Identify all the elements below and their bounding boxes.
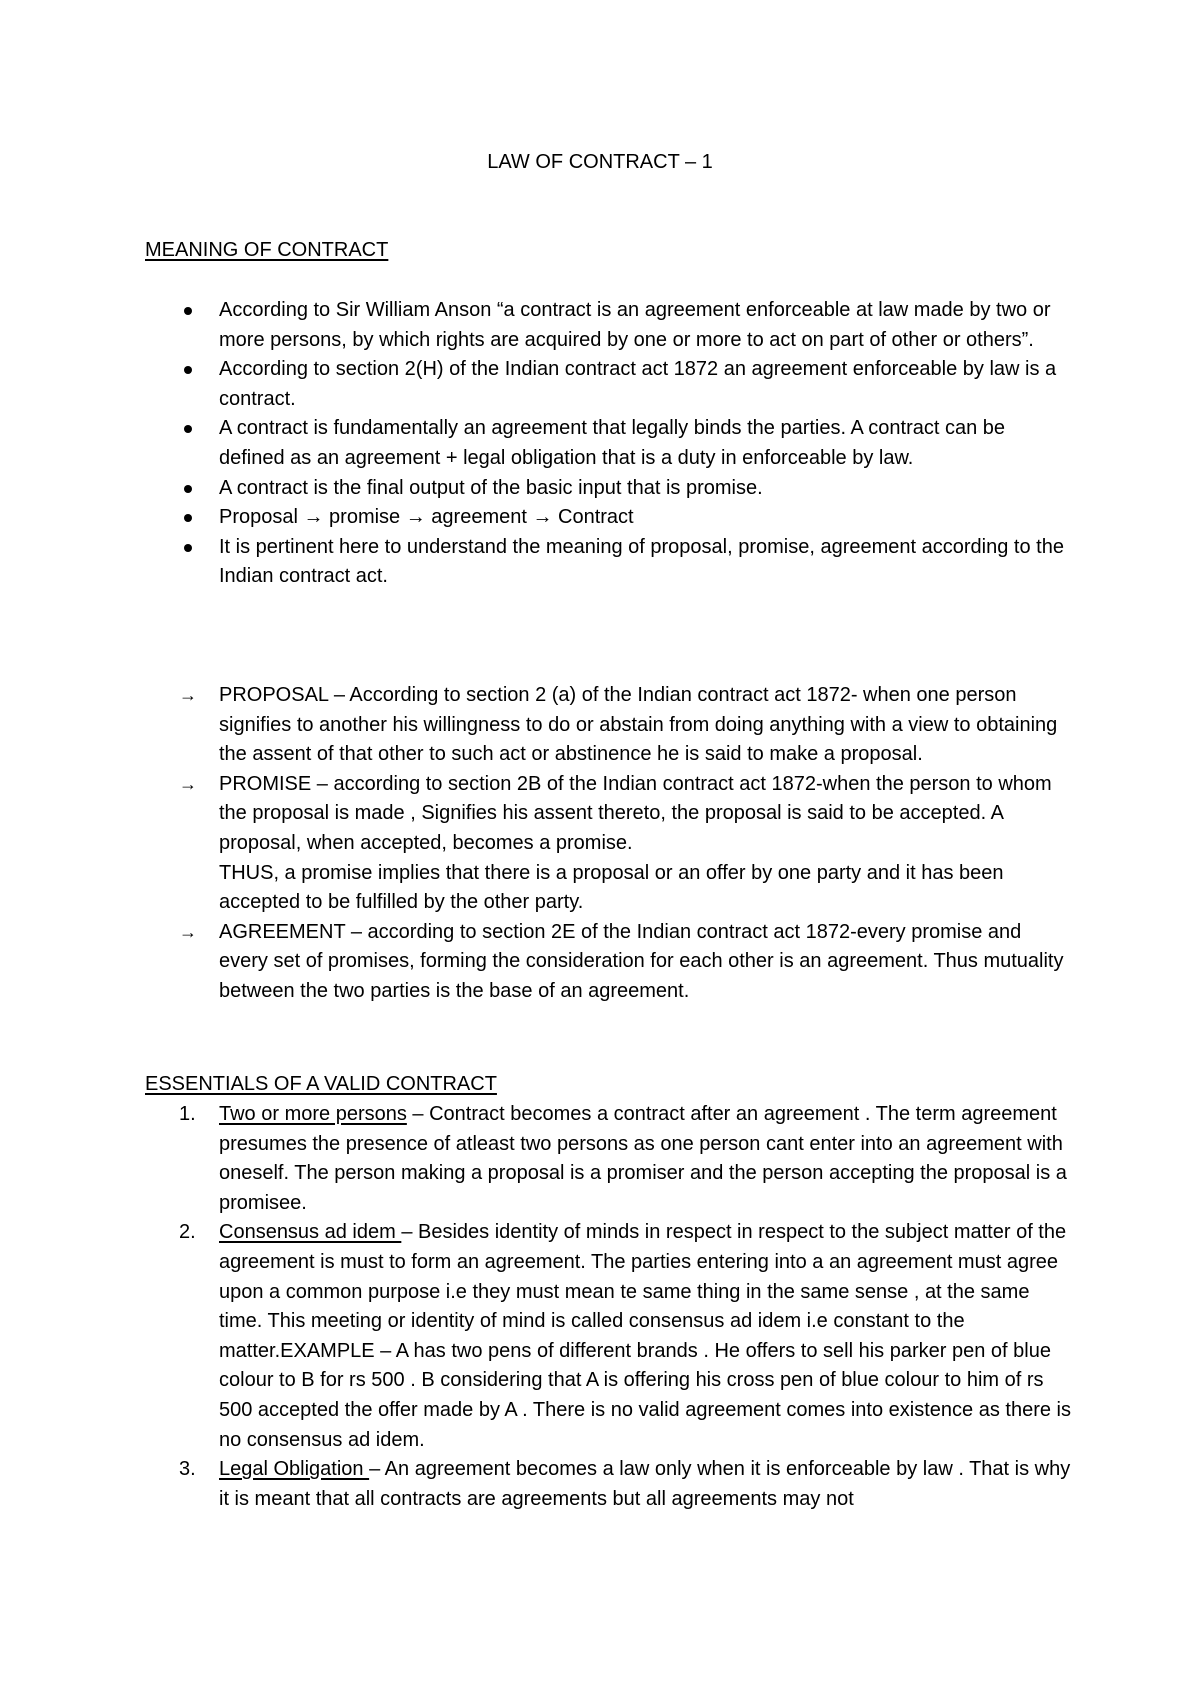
bullet-text: Proposal → promise → agreement → Contract	[219, 506, 634, 529]
essentials-heading: ESSENTIALS OF A VALID CONTRACT	[145, 1073, 497, 1095]
document-title: LAW OF CONTRACT – 1	[487, 151, 713, 173]
essential-term: Two or more persons	[219, 1103, 407, 1125]
bullet-text: It is pertinent here to understand the meaning of proposal, promise, agreement according to the Indian contract act.	[219, 535, 1064, 588]
item-number: 1.	[179, 1103, 196, 1125]
bullet-text: A contract is fundamentally an agreement that legally binds the parties. A contract can be defined as an agreement + legal obligation that is a duty in enforceable by law.	[219, 417, 1006, 469]
essential-term: Legal Obligation	[219, 1458, 370, 1481]
definition-promise	[145, 770, 1075, 918]
definition-text: PROPOSAL – According to section 2 (a) of the Indian contract act 1872- when one person signifies to another his willingness to do or abstain from doing anything with a view to obtaining the assent of that other to such act or abstinence he is said to make a proposal.	[219, 684, 1058, 766]
meaning-heading: MEANING OF CONTRACT	[145, 239, 389, 261]
item-number: 3.	[179, 1458, 196, 1481]
bullet-icon	[184, 544, 192, 552]
bullet-text: According to section 2(H) of the Indian contract act 1872 an agreement enforceable by law is a contract.	[219, 358, 1057, 410]
item-number: 2.	[179, 1221, 196, 1244]
essential-item	[145, 1218, 1075, 1455]
definition-text: AGREEMENT – according to section 2E of the Indian contract act 1872-every promise and every set of promises, forming the consideration for each other is an agreement. Thus mutuality between the two parties is the base of an agreement.	[219, 920, 1064, 1002]
bullet-item	[145, 414, 1075, 473]
definition-note: THUS, a promise implies that there is a proposal or an offer by one party and it has been accepted to be fulfilled by the other party.	[219, 861, 1004, 914]
bullet-item	[145, 355, 1075, 414]
essential-text: – Besides identity of minds in respect in respect to the subject matter of the agreement is must to form an agreement. The parties entering into a an agreement must agree upon a common purpose i.e they must mean te same thing in the same sense , at the same time. This meeting or identity of mind is called consensus ad idem i.e constant to the matter.EXAMPLE – A has two pens of different brands . He offers to sell his parker pen of blue colour to B for rs 500 . B considering that A is offering his cross pen of blue colour to him of rs 500 accepted the offer made by A . There is no valid agreement comes into existence as there is no consensus ad idem.	[219, 1221, 1071, 1451]
essential-text: – An agreement becomes a law only when it is enforceable by law . That is why it is meant that all contracts are agreements but all agreements may not	[219, 1458, 1071, 1510]
meaning-bullet-list	[145, 296, 1075, 592]
bullet-item	[145, 503, 1075, 533]
arrow-right-icon: →	[179, 773, 197, 794]
bullet-item	[145, 533, 1075, 592]
bullet-icon	[184, 366, 192, 374]
bullet-item	[145, 296, 1075, 355]
definition-proposal	[145, 681, 1075, 770]
definition-text: PROMISE – according to section 2B of the Indian contract act 1872-when the person to whom the proposal is made , Signifies his assent thereto, the proposal is said to be accepted. A proposal, when accepted, becomes a promise.	[219, 772, 1052, 854]
essential-item	[145, 1455, 1075, 1514]
essential-item	[145, 1100, 1075, 1218]
bullet-icon	[184, 307, 192, 315]
bullet-icon	[184, 514, 192, 522]
arrow-right-icon: →	[179, 921, 197, 942]
bullet-item	[145, 474, 1075, 504]
definition-list	[145, 681, 1075, 1007]
arrow-right-icon: →	[179, 685, 197, 705]
essential-text: – Contract becomes a contract after an agreement . The term agreement presumes the presence of atleast two persons as one person cant enter into an agreement with oneself. The person making a proposal is a promiser and the person accepting the proposal is a promisee.	[219, 1103, 1067, 1214]
bullet-text: A contract is the final output of the basic input that is promise.	[219, 476, 763, 499]
bullet-text: According to Sir William Anson “a contract is an agreement enforceable at law made by two or more persons, by which rights are acquired by one or more to act on part of other or others”.	[219, 299, 1051, 351]
definition-agreement	[145, 918, 1075, 1007]
bullet-icon	[184, 485, 192, 493]
bullet-icon	[184, 425, 192, 433]
essential-term: Consensus ad idem	[219, 1221, 402, 1244]
essentials-list	[145, 1100, 1075, 1514]
